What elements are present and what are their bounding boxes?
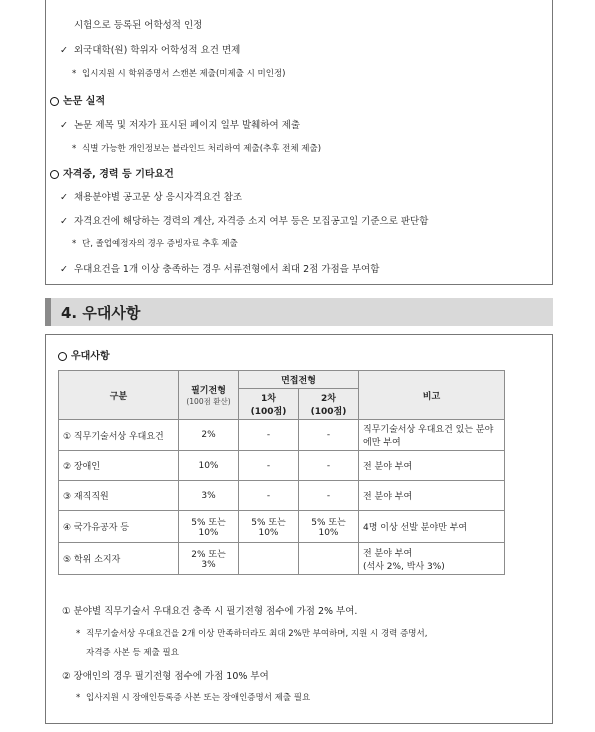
table-row [59, 543, 505, 575]
check-icon: ✓ [60, 264, 68, 275]
check-item-text: 자격요건에 해당하는 경력의 계산, 자격증 소지 여부 등은 모집공고일 기준으로 판단함 [74, 216, 429, 227]
pref-note-1: ① 분야별 직무기술서 우대요건 충족 시 필기전형 점수에 가점 2% 부여. [62, 606, 358, 617]
asterisk-icon: * [72, 69, 77, 79]
cell-note-line: 전 분야 부여 [363, 548, 413, 559]
cell-category: ① 직무기술서상 우대요건 [59, 420, 179, 451]
asterisk-icon: * [72, 144, 77, 154]
cell-written: 10% [179, 451, 239, 481]
col-header-category: 구분 [59, 371, 179, 420]
heading-paper [50, 92, 105, 107]
pref-subnote-cont: 자격증 사본 등 제출 필요 [86, 648, 179, 658]
section-header [45, 298, 553, 326]
cell-note: 4명 이상 선발 분야만 부여 [359, 511, 505, 543]
cell-note [359, 543, 505, 575]
pref-note-2: ② 장애인의 경우 필기전형 점수에 가점 10% 부여 [62, 671, 269, 682]
check-icon: ✓ [60, 216, 68, 227]
cell-second: - [299, 451, 359, 481]
cell-note: 직무기술서상 우대요건 있는 분야에만 부여 [359, 420, 505, 451]
pref-subnote [76, 691, 310, 703]
note-item-text: 입시지원 시 학위증명서 스캔본 제출(미제출 시 미인정) [82, 69, 286, 79]
check-icon: ✓ [60, 120, 68, 131]
table-row [59, 420, 505, 451]
check-item [60, 42, 240, 56]
circle-bullet-icon [50, 97, 59, 106]
check-icon: ✓ [60, 192, 68, 203]
table-row [59, 481, 505, 511]
cell-written: 3% [179, 481, 239, 511]
cell-category: ③ 재직직원 [59, 481, 179, 511]
heading-cert [50, 165, 174, 180]
col-header-second [299, 389, 359, 420]
cell-second [299, 543, 359, 575]
check-item-text: 우대요건을 1개 이상 충족하는 경우 서류전형에서 최대 2점 가점을 부여함 [74, 264, 380, 275]
note-item [72, 237, 238, 249]
cell-first [239, 543, 299, 575]
col-header-second-label: 2차 [321, 394, 336, 404]
check-item [60, 189, 242, 203]
check-item [60, 213, 428, 227]
cell-first: - [239, 451, 299, 481]
note-item [72, 142, 321, 154]
asterisk-icon: * [72, 239, 77, 249]
text-line: 시험으로 등록된 어학성적 인정 [74, 20, 203, 31]
table-row [59, 511, 505, 543]
cell-written: 5% 또는 10% [179, 511, 239, 543]
cell-second: - [299, 420, 359, 451]
cell-first: 5% 또는 10% [239, 511, 299, 543]
preference-box [45, 334, 553, 724]
cell-first: - [239, 420, 299, 451]
col-header-first [239, 389, 299, 420]
col-header-second-sub: (100점) [310, 407, 347, 417]
circle-bullet-icon [58, 352, 67, 361]
section-title: 4. 우대사항 [61, 304, 141, 322]
cell-note-line-2: (석사 2%, 박사 3%) [363, 561, 445, 572]
check-item-text: 채용분야별 공고문 상 응시자격요건 참조 [74, 192, 243, 203]
cell-written: 2% [179, 420, 239, 451]
col-header-note: 비고 [359, 371, 505, 420]
col-header-written [179, 371, 239, 420]
col-header-first-label: 1차 [261, 394, 276, 404]
heading-paper-text: 논문 실적 [63, 96, 106, 107]
asterisk-icon: * [76, 629, 81, 639]
note-item [72, 67, 286, 79]
check-icon: ✓ [60, 45, 68, 56]
note-item-text: 단, 졸업예정자의 경우 증빙자료 추후 제출 [82, 239, 238, 249]
pref-subnote [76, 627, 427, 639]
cell-first: - [239, 481, 299, 511]
requirements-box [45, 0, 553, 285]
cell-category: ② 장애인 [59, 451, 179, 481]
pref-heading-text: 우대사항 [71, 351, 110, 362]
asterisk-icon: * [76, 693, 81, 703]
pref-heading [58, 347, 110, 362]
cell-second: 5% 또는 10% [299, 511, 359, 543]
cell-category: ④ 국가유공자 등 [59, 511, 179, 543]
cell-note: 전 분야 부여 [359, 451, 505, 481]
circle-bullet-icon [50, 170, 59, 179]
cell-written: 2% 또는 3% [179, 543, 239, 575]
pref-subnote-text: 직무기술서상 우대요건을 2개 이상 만족하더라도 최대 2%만 부여하며, 지원 시 경력 증명서, [86, 629, 428, 639]
col-header-written-sub: (100점 환산) [186, 397, 231, 406]
table-row [59, 451, 505, 481]
col-header-written-label: 필기전형 [191, 386, 226, 396]
col-header-interview: 면접전형 [239, 371, 359, 389]
check-item [60, 117, 300, 131]
cell-note: 전 분야 부여 [359, 481, 505, 511]
note-item-text: 식별 가능한 개인정보는 블라인드 처리하여 제출(추후 전체 제출) [82, 144, 322, 154]
preference-table [58, 370, 505, 575]
heading-cert-text: 자격증, 경력 등 기타요건 [63, 169, 174, 180]
check-item-text: 논문 제목 및 저자가 표시된 페이지 일부 발췌하여 제출 [74, 120, 301, 131]
cell-category: ⑤ 학위 소지자 [59, 543, 179, 575]
col-header-first-sub: (100점) [250, 407, 287, 417]
check-item-text: 외국대학(원) 학위자 어학성적 요건 면제 [74, 45, 241, 56]
check-item [60, 261, 379, 275]
pref-subnote-text: 입사지원 시 장애인등록증 사본 또는 장애인증명서 제출 필요 [86, 693, 311, 703]
cell-second: - [299, 481, 359, 511]
